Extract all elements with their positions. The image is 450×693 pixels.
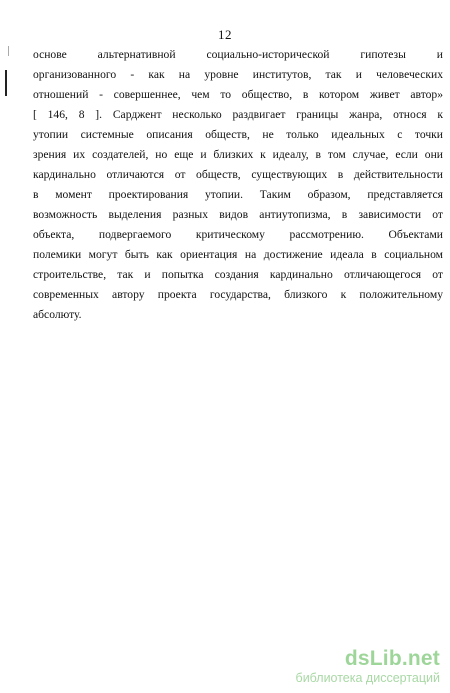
text-line: организованного - как на уровне институтов, так и человеческих	[33, 68, 443, 81]
scan-edge-mark	[5, 70, 7, 96]
text-line: [ 146, 8 ]. Сарджент несколько раздвигает границы жанра, относя к	[33, 108, 443, 121]
scan-edge-mark	[8, 46, 9, 56]
text-line: утопии системные описания обществ, не только идеальных с точки	[33, 128, 443, 141]
text-line: зрения их создателей, но еще и близких к идеалу, в том случае, если они	[33, 148, 443, 161]
text-line: строительстве, так и попытка создания кардинально отличающегося от	[33, 268, 443, 281]
page-number: 12	[218, 27, 232, 42]
text-line: абсолюту.	[33, 308, 82, 321]
text-line: полемики могут быть как ориентация на достижение идеала в социальном	[33, 248, 443, 261]
text-line: отношений - совершеннее, чем то общество, в котором живет автор»	[33, 88, 443, 101]
watermark-subtitle: библиотека диссертаций	[295, 671, 440, 685]
text-line: кардинально отличаются от обществ, существующих в действительности	[33, 168, 443, 181]
text-line: в момент проектирования утопии. Таким образом, представляется	[33, 188, 443, 201]
text-line: объекта, подвергаемого критическому рассмотрению. Объектами	[33, 228, 443, 241]
watermark-logo: dsLib.net	[344, 647, 440, 670]
body-paragraph	[33, 45, 443, 325]
text-line: современных автору проекта государства, близкого к положительному	[33, 288, 443, 301]
text-line: возможность выделения разных видов антиутопизма, в зависимости от	[33, 208, 443, 221]
text-line: основе альтернативной социально-исторической гипотезы и	[33, 48, 443, 61]
watermark	[296, 648, 440, 685]
